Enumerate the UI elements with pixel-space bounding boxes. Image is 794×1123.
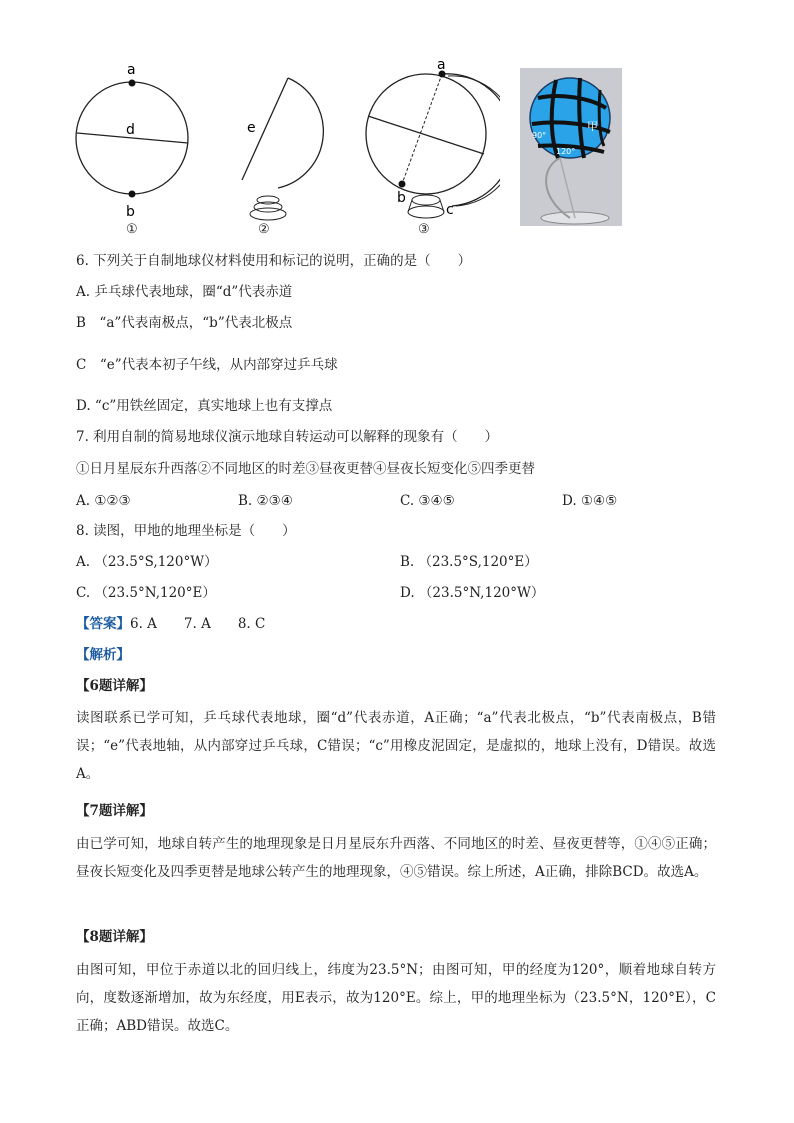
label-a: a xyxy=(127,62,136,78)
d8-text: 由图可知，甲位于赤道以北的回归线上，纬度为23.5°N；由图可知，甲的经度为120°，顺着地球自转方向，度数逐渐增加，故为东经度，用E表示，故为120°E。综上，甲的地理坐标为（23.5°N，120°E），C正确；ABD错误。故选C。 xyxy=(76,962,716,1034)
q7-option-c: C. ③④⑤ xyxy=(400,493,455,509)
globe-photo xyxy=(520,68,622,226)
figure-2-half-globe xyxy=(238,70,338,230)
label-d: d xyxy=(126,122,135,138)
q7-stem: 7. 利用自制的简易地球仪演示地球自转运动可以解释的现象有（ ） xyxy=(76,429,499,445)
caption-2: ② xyxy=(258,222,270,237)
q8-option-a: A. （23.5°S,120°W） xyxy=(76,554,218,570)
q8-option-c: C. （23.5°N,120°E） xyxy=(76,585,216,601)
analysis-label: 【解析】 xyxy=(76,647,130,663)
q7-option-b: B. ②③④ xyxy=(238,493,293,509)
q8-option-d: D. （23.5°N,120°W） xyxy=(400,585,545,601)
q6-stem: 6. 下列关于自制地球仪材料使用和标记的说明，正确的是（ ） xyxy=(76,253,472,269)
figure-3-globe-with-stand xyxy=(360,56,500,236)
q6-option-b: B “a”代表南极点，“b”代表北极点 xyxy=(76,315,293,331)
d7-title: 【7题详解】 xyxy=(76,803,153,819)
q7-items: ①日月星辰东升西落②不同地区的时差③昼夜更替④昼夜长短变化⑤四季更替 xyxy=(76,461,535,477)
lon-label: 120° xyxy=(556,147,576,156)
d6-title: 【6题详解】 xyxy=(76,678,153,694)
answer-label: 【答案】 xyxy=(76,616,130,632)
answer-line xyxy=(76,615,265,633)
label-a: a xyxy=(437,57,446,73)
d8-title: 【8题详解】 xyxy=(76,929,153,945)
label-c: c xyxy=(446,202,454,218)
figure-1-globe-circle xyxy=(70,56,200,236)
label-b: b xyxy=(126,204,135,220)
d6-text: 读图联系已学可知，乒乓球代表地球，圈“d”代表赤道，A正确；“a”代表北极点，“b”代表南极点，B错误；“e”代表地轴，从内部穿过乒乓球，C错误；“c”用橡皮泥固定，是虚拟的，地球上没有，D错误。故选A。 xyxy=(76,710,716,782)
label-b: b xyxy=(397,190,406,206)
q6-option-a: A. 乒乓球代表地球，圈“d”代表赤道 xyxy=(76,284,293,300)
q8-option-b: B. （23.5°S,120°E） xyxy=(400,554,538,570)
q8-stem: 8. 读图，甲地的地理坐标是（ ） xyxy=(76,523,296,539)
q6-option-c: C “e”代表本初子午线，从内部穿过乒乓球 xyxy=(76,357,338,373)
q7-option-d: D. ①④⑤ xyxy=(562,493,618,509)
place-label: 甲 xyxy=(587,120,598,133)
caption-3: ③ xyxy=(418,222,430,237)
q7-option-a: A. ①②③ xyxy=(76,493,131,509)
answer-text: 6. A 7. A 8. C xyxy=(130,616,266,632)
caption-1: ① xyxy=(126,222,138,237)
q6-option-d: D. “c”用铁丝固定，真实地球上也有支撑点 xyxy=(76,398,333,414)
d7-text: 由已学可知，地球自转产生的地理现象是日月星辰东升西落、不同地区的时差、昼夜更替等，①④⑤正确；昼夜长短变化及四季更替是地球公转产生的地理现象，④⑤错误。综上所述，A正确，排除BCD。故选A。 xyxy=(76,836,716,880)
lat-label: 90° xyxy=(532,131,547,140)
label-e: e xyxy=(247,120,256,136)
